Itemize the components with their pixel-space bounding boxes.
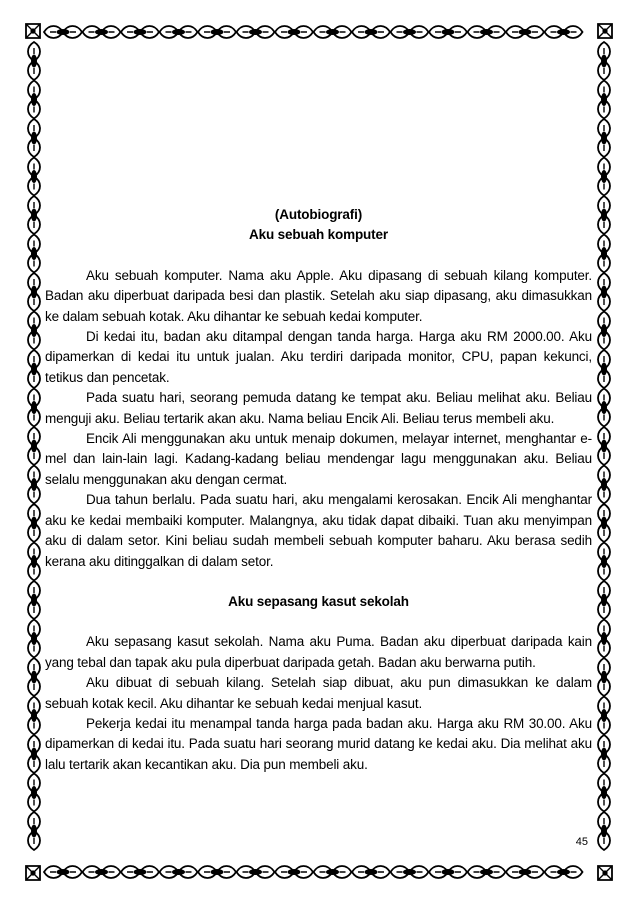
story-paragraph: Aku sebuah komputer. Nama aku Apple. Aku dipasang di sebuah kilang komputer. Badan aku diperbuat daripada besi dan plastik. Setelah aku siap dipasang, aku dimasukkan ke dalam sebuah kotak. Aku dihantar ke sebuah kedai komputer.: [45, 267, 592, 324]
story-paragraph: Encik Ali menggunakan aku untuk menaip dokumen, melayar internet, menghantar e-mel dan lain-lain lagi. Kadang-kadang beliau mendengar lagu menggunakan aku. Beliau selalu menggunakan aku dengan cermat.: [45, 431, 592, 487]
story-title-shoes: Aku sepasang kasut sekolah: [228, 593, 409, 609]
story-paragraph: Aku sepasang kasut sekolah. Nama aku Puma. Badan aku diperbuat daripada kain yang tebal dan tapak aku pula diperbuat daripada getah. Badan aku berwarna putih.: [45, 634, 592, 670]
page-content: [45, 205, 592, 775]
story-paragraph: Dua tahun berlalu. Pada suatu hari, aku mengalami kerosakan. Encik Ali menghantar aku ke kedai membaiki komputer. Malangnya, aku tidak dapat dibaiki. Tuan aku menyimpan aku di dalam setor. Kini beliau sudah membeli sebuah komputer baharu. Aku berasa sedih kerana aku ditinggalkan di dalam setor.: [45, 492, 592, 569]
autobiography-label: (Autobiografi): [274, 207, 363, 222]
story-paragraph: Pada suatu hari, seorang pemuda datang ke tempat aku. Beliau melihat aku. Beliau menguji aku. Beliau tertarik akan aku. Nama beliau Encik Ali. Beliau terus membeli aku.: [45, 390, 592, 426]
story-title-computer: Aku sebuah komputer: [249, 227, 388, 243]
page-number: 45: [575, 836, 588, 848]
story-paragraph: Aku dibuat di sebuah kilang. Setelah siap dibuat, aku pun dimasukkan ke dalam sebuah kotak kecil. Aku dihantar ke sebuah kedai menjual kasut.: [45, 675, 592, 711]
story-paragraph: Pekerja kedai itu menampal tanda harga pada badan aku. Harga aku RM 30.00. Aku dipamerkan di kedai itu. Pada suatu hari seorang murid datang ke kedai aku. Dia melihat aku lalu tertarik akan kecantikan aku. Dia pun membeli aku.: [45, 715, 592, 772]
story-paragraph: Di kedai itu, badan aku ditampal dengan tanda harga. Harga aku RM 2000.00. Aku dipamerkan di kedai itu untuk jualan. Aku terdiri daripada monitor, CPU, papan kekunci, tetikus dan pencetak.: [45, 329, 592, 385]
